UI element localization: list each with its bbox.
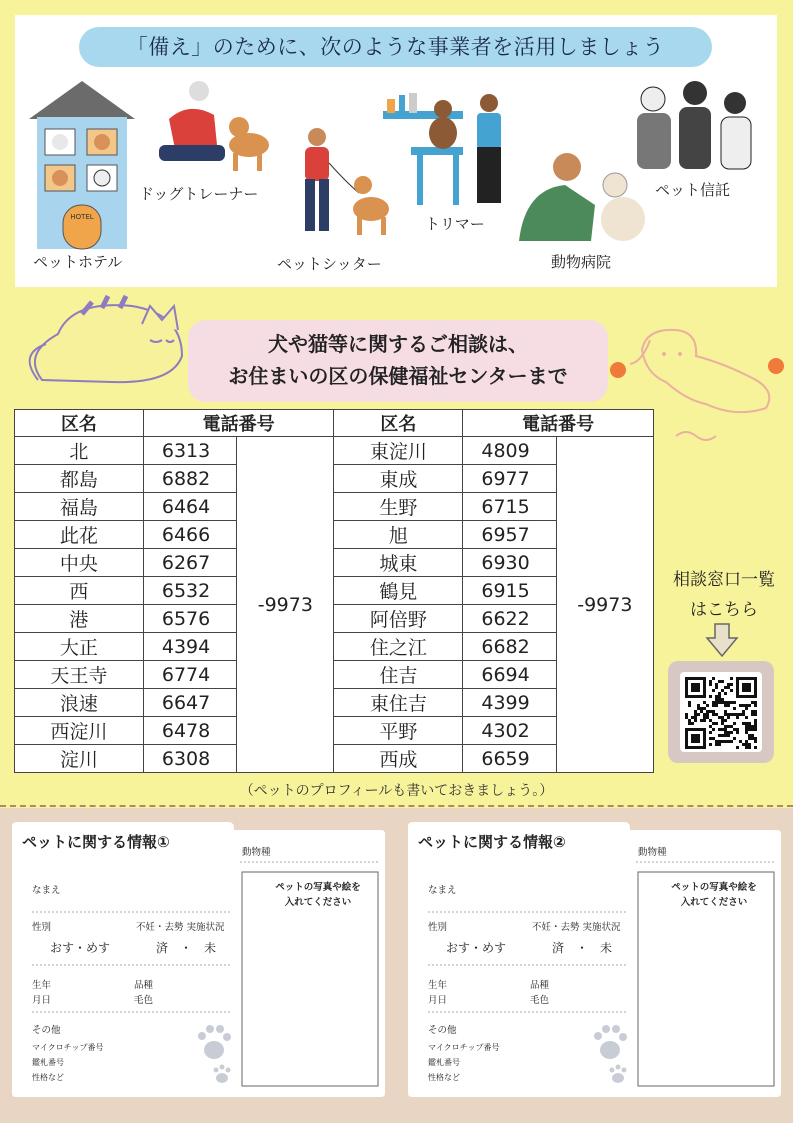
- phone-prefix-right: 6930: [463, 549, 556, 577]
- field-sex: 性別: [32, 922, 52, 933]
- table-header-row: [15, 410, 654, 437]
- phone-prefix-right: 6622: [463, 605, 556, 633]
- phone-prefix-right: 4302: [463, 717, 556, 745]
- ward-name-right: 住之江: [334, 633, 463, 661]
- photo-line-1: ペットの写真や絵を: [275, 882, 361, 893]
- ward-name-left: 淀川: [15, 745, 144, 773]
- hotel-sign: HOTEL: [70, 213, 94, 221]
- ward-phone-table: [14, 409, 654, 773]
- services-panel: [15, 15, 777, 287]
- phone-prefix-right: 4809: [463, 437, 556, 465]
- phone-prefix-left: 6464: [143, 493, 236, 521]
- header-phone-right: 電話番号: [463, 410, 654, 437]
- qr-code[interactable]: [680, 672, 762, 752]
- field-birth-year: 生年: [32, 980, 52, 991]
- ward-name-right: 平野: [334, 717, 463, 745]
- field-name: なまえ: [428, 885, 457, 896]
- field-birth-month: 月日: [32, 995, 52, 1006]
- ward-name-right: 城東: [334, 549, 463, 577]
- photo-line-2: 入れてください: [284, 897, 352, 908]
- down-arrow-icon: [705, 622, 739, 658]
- phone-prefix-left: 6647: [143, 689, 236, 717]
- ward-name-left: 中央: [15, 549, 144, 577]
- photo-placeholder[interactable]: [654, 880, 774, 910]
- field-other: その他: [428, 1025, 457, 1036]
- sex-options[interactable]: おす・めす: [446, 941, 507, 955]
- services-heading: 「備え」のために、次のような事業者を活用しましょう: [79, 27, 712, 67]
- ward-name-right: 東淀川: [334, 437, 463, 465]
- field-microchip: マイクロチップ番号: [428, 1043, 500, 1052]
- field-neuter: 不妊・去勢 実施状況: [532, 922, 621, 933]
- consult-line-1: 犬や猫等に関するご相談は、: [268, 332, 528, 356]
- qr-code-pattern: [680, 672, 762, 752]
- field-microchip: マイクロチップ番号: [32, 1043, 104, 1052]
- pet-info-card-2: [408, 822, 781, 1097]
- pet-info-card-1: [12, 822, 385, 1097]
- phone-prefix-left: 6466: [143, 521, 236, 549]
- trimmer-illustration: [381, 81, 505, 211]
- field-personality: 性格など: [32, 1073, 64, 1082]
- ward-name-right: 西成: [334, 745, 463, 773]
- phone-prefix-left: 6308: [143, 745, 236, 773]
- ward-name-right: 住吉: [334, 661, 463, 689]
- field-tag: 鑑札番号: [32, 1058, 64, 1067]
- phone-prefix-left: 6478: [143, 717, 236, 745]
- field-birth-year: 生年: [428, 980, 448, 991]
- field-coat: 毛色: [134, 995, 154, 1006]
- phone-suffix-right: -9973: [556, 437, 653, 773]
- pet-hotel-illustration: [23, 73, 141, 253]
- dog-trainer-illustration: [139, 79, 279, 185]
- field-breed: 品種: [134, 980, 154, 991]
- card-title: ペットに関する情報②: [418, 833, 566, 851]
- phone-prefix-left: 6774: [143, 661, 236, 689]
- header-phone-left: 電話番号: [143, 410, 334, 437]
- label-pet-sitter: ペットシッター: [277, 255, 382, 273]
- neuter-options[interactable]: 済 ・ 未: [552, 941, 613, 955]
- photo-placeholder[interactable]: [258, 880, 378, 910]
- ward-name-left: 西: [15, 577, 144, 605]
- field-sex: 性別: [428, 922, 448, 933]
- ward-name-right: 東成: [334, 465, 463, 493]
- field-neuter: 不妊・去勢 実施状況: [136, 922, 225, 933]
- card-title: ペットに関する情報①: [22, 833, 170, 851]
- label-pet-hotel: ペットホテル: [33, 253, 123, 271]
- phone-prefix-left: 6313: [143, 437, 236, 465]
- ward-name-left: 北: [15, 437, 144, 465]
- table-body: [15, 437, 654, 773]
- field-species: 動物種: [242, 847, 271, 858]
- phone-suffix-left: -9973: [237, 437, 334, 773]
- phone-prefix-right: 6957: [463, 521, 556, 549]
- phone-prefix-right: 6682: [463, 633, 556, 661]
- sleeping-cat-illustration: [22, 284, 202, 394]
- qr-caption-line-1: 相談窓口一覧: [673, 570, 775, 590]
- photo-line-1: ペットの写真や絵を: [671, 882, 757, 893]
- phone-prefix-right: 4399: [463, 689, 556, 717]
- field-personality: 性格など: [428, 1073, 460, 1082]
- phone-prefix-left: 4394: [143, 633, 236, 661]
- paw-print-icon: [588, 1020, 636, 1090]
- phone-prefix-right: 6715: [463, 493, 556, 521]
- phone-prefix-left: 6882: [143, 465, 236, 493]
- dashed-divider: [0, 805, 793, 807]
- neuter-options[interactable]: 済 ・ 未: [156, 941, 217, 955]
- photo-line-2: 入れてください: [680, 897, 748, 908]
- phone-prefix-right: 6977: [463, 465, 556, 493]
- pet-trust-illustration: [627, 79, 757, 183]
- field-coat: 毛色: [530, 995, 550, 1006]
- ward-name-right: 阿倍野: [334, 605, 463, 633]
- ward-name-right: 東住吉: [334, 689, 463, 717]
- ward-name-left: 天王寺: [15, 661, 144, 689]
- label-trimmer: トリマー: [425, 215, 485, 233]
- phone-prefix-right: 6915: [463, 577, 556, 605]
- qr-code-frame[interactable]: [668, 661, 774, 763]
- consult-line-2: お住まいの区の保健福祉センターまで: [228, 364, 568, 388]
- field-name: なまえ: [32, 885, 61, 896]
- paw-print-icon: [192, 1020, 240, 1090]
- ward-name-left: 浪速: [15, 689, 144, 717]
- field-species: 動物種: [638, 847, 667, 858]
- ward-name-left: 福島: [15, 493, 144, 521]
- label-pet-trust: ペット信託: [655, 181, 731, 199]
- ward-name-left: 港: [15, 605, 144, 633]
- ward-name-left: 大正: [15, 633, 144, 661]
- profile-note: （ペットのプロフィールも書いておきましょう。）: [239, 783, 554, 799]
- label-animal-hospital: 動物病院: [551, 253, 612, 271]
- ward-name-right: 旭: [334, 521, 463, 549]
- ward-name-right: 鶴見: [334, 577, 463, 605]
- field-breed: 品種: [530, 980, 550, 991]
- field-birth-month: 月日: [428, 995, 448, 1006]
- consult-banner: [188, 320, 608, 402]
- header-ward-right: 区名: [334, 410, 463, 437]
- qr-caption: [662, 565, 786, 625]
- phone-prefix-right: 6694: [463, 661, 556, 689]
- phone-prefix-left: 6267: [143, 549, 236, 577]
- qr-caption-line-2: はこちら: [690, 600, 758, 620]
- label-dog-trainer: ドッグトレーナー: [139, 185, 259, 203]
- phone-prefix-left: 6576: [143, 605, 236, 633]
- sex-options[interactable]: おす・めす: [50, 941, 111, 955]
- header-ward-left: 区名: [15, 410, 144, 437]
- ward-name-left: 都島: [15, 465, 144, 493]
- ward-name-right: 生野: [334, 493, 463, 521]
- field-tag: 鑑札番号: [428, 1058, 460, 1067]
- ward-name-left: 西淀川: [15, 717, 144, 745]
- phone-prefix-right: 6659: [463, 745, 556, 773]
- field-other: その他: [32, 1025, 61, 1036]
- phone-prefix-left: 6532: [143, 577, 236, 605]
- table-row: [15, 437, 654, 465]
- ward-name-left: 此花: [15, 521, 144, 549]
